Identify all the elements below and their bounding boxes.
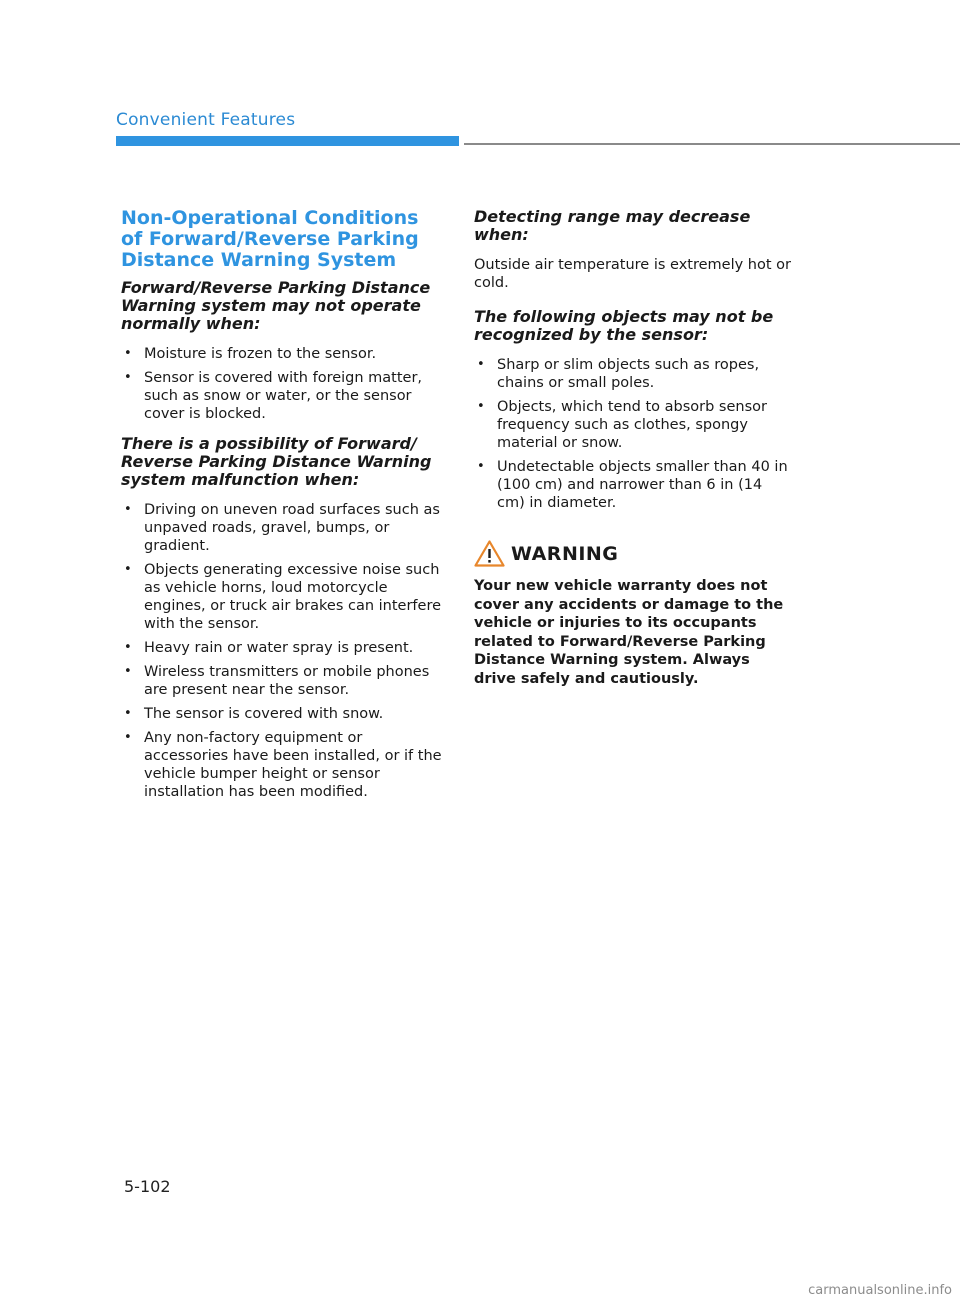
operation-conditions-list xyxy=(121,345,443,423)
list-item: • Driving on uneven road surfaces such as unpaved roads, gravel, bumps, or gradient. xyxy=(124,502,440,554)
bullet-icon: • xyxy=(124,346,132,361)
list-item: • Any non-factory equipment or accessories have been installed, or if the vehicle bumper height or sensor installation has been modified. xyxy=(124,730,442,800)
list-item: • Sensor is covered with foreign matter, such as snow or water, or the sensor cover is blocked. xyxy=(124,370,423,422)
list-item: • Objects generating excessive noise such as vehicle horns, loud motorcycle engines, or truck air brakes can interfere with the sensor. xyxy=(124,562,442,632)
list-item: • The sensor is covered with snow. xyxy=(124,706,384,722)
warning-triangle-icon xyxy=(474,540,505,567)
unrecognized-objects-list xyxy=(474,356,794,512)
header-divider xyxy=(464,143,960,145)
bullet-icon: • xyxy=(124,664,132,679)
list-item: • Sharp or slim objects such as ropes, chains or small poles. xyxy=(477,357,760,391)
bullet-icon: • xyxy=(124,640,132,655)
right-column xyxy=(474,208,794,688)
detecting-range-heading: Detecting range may decrease when: xyxy=(474,207,751,244)
list-item: • Heavy rain or water spray is present. xyxy=(124,640,414,656)
warning-text: Your new vehicle warranty does not cover any accidents or damage to the vehicle or injuries to its occupants related to Forward/Reverse Parking Distance Warning system. Always drive safely and cautiously. xyxy=(474,578,784,687)
watermark: carmanualsonline.info xyxy=(808,1283,952,1298)
bullet-icon: • xyxy=(477,399,485,414)
bullet-icon: • xyxy=(477,459,485,474)
operation-conditions-heading: Forward/Reverse Parking Distance Warning system may not operate normally when: xyxy=(121,278,431,333)
bullet-icon: • xyxy=(124,370,132,385)
warning-title: WARNING xyxy=(511,542,619,565)
list-item: • Undetectable objects smaller than 40 in (100 cm) and narrower than 6 in (14 cm) in diameter. xyxy=(477,459,788,511)
bullet-icon: • xyxy=(124,502,132,517)
bullet-icon: • xyxy=(124,562,132,577)
list-item: • Objects, which tend to absorb sensor frequency such as clothes, spongy material or snow. xyxy=(477,399,767,451)
malfunction-conditions-heading: There is a possibility of Forward/ Reverse Parking Distance Warning system malfunction when: xyxy=(121,434,432,489)
bullet-icon: • xyxy=(477,357,485,372)
malfunction-conditions-list xyxy=(121,501,443,801)
left-column xyxy=(121,208,443,807)
list-item: • Moisture is frozen to the sensor. xyxy=(124,346,377,362)
bullet-icon: • xyxy=(124,706,132,721)
list-item: • Wireless transmitters or mobile phones are present near the sensor. xyxy=(124,664,430,698)
header-accent-bar xyxy=(116,136,459,146)
section-title: Convenient Features xyxy=(116,110,296,130)
warning-header xyxy=(474,540,794,567)
unrecognized-objects-heading: The following objects may not be recognized by the sensor: xyxy=(474,307,774,344)
bullet-icon: • xyxy=(124,730,132,745)
detecting-range-text: Outside air temperature is extremely hot or cold. xyxy=(474,257,791,291)
page-number: 5-102 xyxy=(124,1177,171,1196)
section-heading: Non-Operational Conditions of Forward/Reverse Parking Distance Warning System xyxy=(121,207,419,271)
